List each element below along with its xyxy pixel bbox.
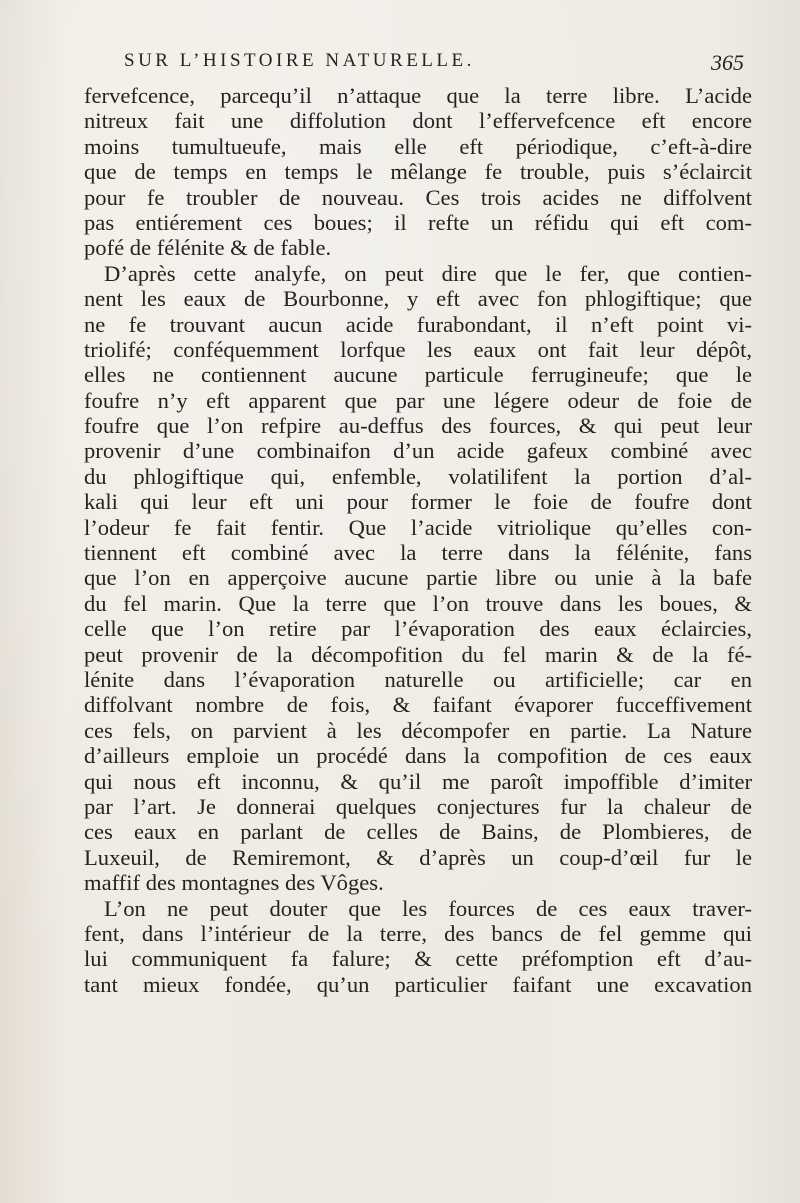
text-line: diffolvant nombre de fois, & faifant évaporer fucceffivement bbox=[84, 692, 752, 718]
running-title: SUR L’HISTOIRE NATURELLE. bbox=[124, 50, 475, 71]
text-line: triolifé; conféquemment lorfque les eaux ont fait leur dépôt, bbox=[84, 336, 752, 362]
text-line: tiennent eft combiné avec la terre dans la félénite, fans bbox=[84, 540, 752, 566]
text-line: pofé de félénite & de fable. bbox=[84, 235, 332, 261]
text-line: tant mieux fondée, qu’un particulier faifant une excavation bbox=[84, 971, 752, 997]
text-line: que de temps en temps le mêlange fe trouble, puis s’éclaircit bbox=[84, 159, 752, 185]
page-number: 365 bbox=[711, 50, 744, 75]
text-line: elles ne contiennent aucune particule ferrugineufe; que le bbox=[84, 362, 752, 388]
text-line: L’on ne peut douter que les fources de ces eaux traver- bbox=[104, 895, 752, 921]
text-line: par l’art. Je donnerai quelques conjectures fur la chaleur de bbox=[84, 793, 752, 819]
text-line: kali qui leur eft uni pour former le foie de foufre dont bbox=[84, 489, 752, 515]
text-line: fent, dans l’intérieur de la terre, des bancs de fel gemme qui bbox=[84, 920, 752, 946]
text-line: ces eaux en parlant de celles de Bains, de Plombieres, de bbox=[84, 819, 752, 845]
text-line: du fel marin. Que la terre que l’on trouve dans les boues, & bbox=[84, 590, 752, 616]
text-line: ces fels, on parvient à les décompofer en partie. La Nature bbox=[84, 717, 752, 743]
text-line: ne fe trouvant aucun acide furabondant, il n’eft point vi- bbox=[84, 311, 752, 337]
text-line: moins tumultueufe, mais elle eft périodique, c’eft-à-dire bbox=[84, 133, 752, 159]
text-line: du phlogiftique qui, enfemble, volatilifent la portion d’al- bbox=[84, 463, 752, 489]
text-line: l’odeur fe fait fentir. Que l’acide vitriolique qu’elles con- bbox=[84, 514, 752, 540]
text-line: que l’on en apperçoive aucune partie libre ou unie à la bafe bbox=[84, 565, 752, 591]
text-line: maffif des montagnes des Vôges. bbox=[84, 870, 384, 896]
text-line: lénite dans l’évaporation naturelle ou artificielle; car en bbox=[84, 666, 752, 692]
text-line: nitreux fait une diffolution dont l’effervefcence eft encore bbox=[84, 108, 752, 134]
text-line: nent les eaux de Bourbonne, y eft avec fon phlogiftique; que bbox=[84, 286, 752, 312]
body-text bbox=[84, 83, 752, 997]
text-line: foufre n’y eft apparent que par une légere odeur de foie de bbox=[84, 387, 752, 413]
text-line: foufre que l’on refpire au-deffus des fources, & qui peut leur bbox=[84, 413, 752, 439]
text-line: qui nous eft inconnu, & qu’il me paroît impoffible d’imiter bbox=[84, 768, 752, 794]
text-line: d’ailleurs emploie un procédé dans la compofition de ces eaux bbox=[84, 743, 752, 769]
text-line: pas entiérement ces boues; il refte un réfidu qui eft com- bbox=[84, 209, 752, 235]
text-line: Luxeuil, de Remiremont, & d’après un coup-d’œil fur le bbox=[84, 844, 752, 870]
running-head bbox=[124, 50, 744, 84]
text-line: celle que l’on retire par l’évaporation des eaux éclaircies, bbox=[84, 616, 752, 642]
text-line: lui communiquent fa falure; & cette préfomption eft d’au- bbox=[84, 946, 752, 972]
text-line: pour fe troubler de nouveau. Ces trois acides ne diffolvent bbox=[84, 184, 752, 210]
text-line: peut provenir de la décompofition du fel marin & de la fé- bbox=[84, 641, 752, 667]
text-line: fervefcence, parcequ’il n’attaque que la terre libre. L’acide bbox=[84, 83, 752, 108]
text-line: provenir d’une combinaifon d’un acide gafeux combiné avec bbox=[84, 438, 752, 464]
text-line: D’après cette analyfe, on peut dire que le fer, que contien- bbox=[104, 260, 752, 286]
